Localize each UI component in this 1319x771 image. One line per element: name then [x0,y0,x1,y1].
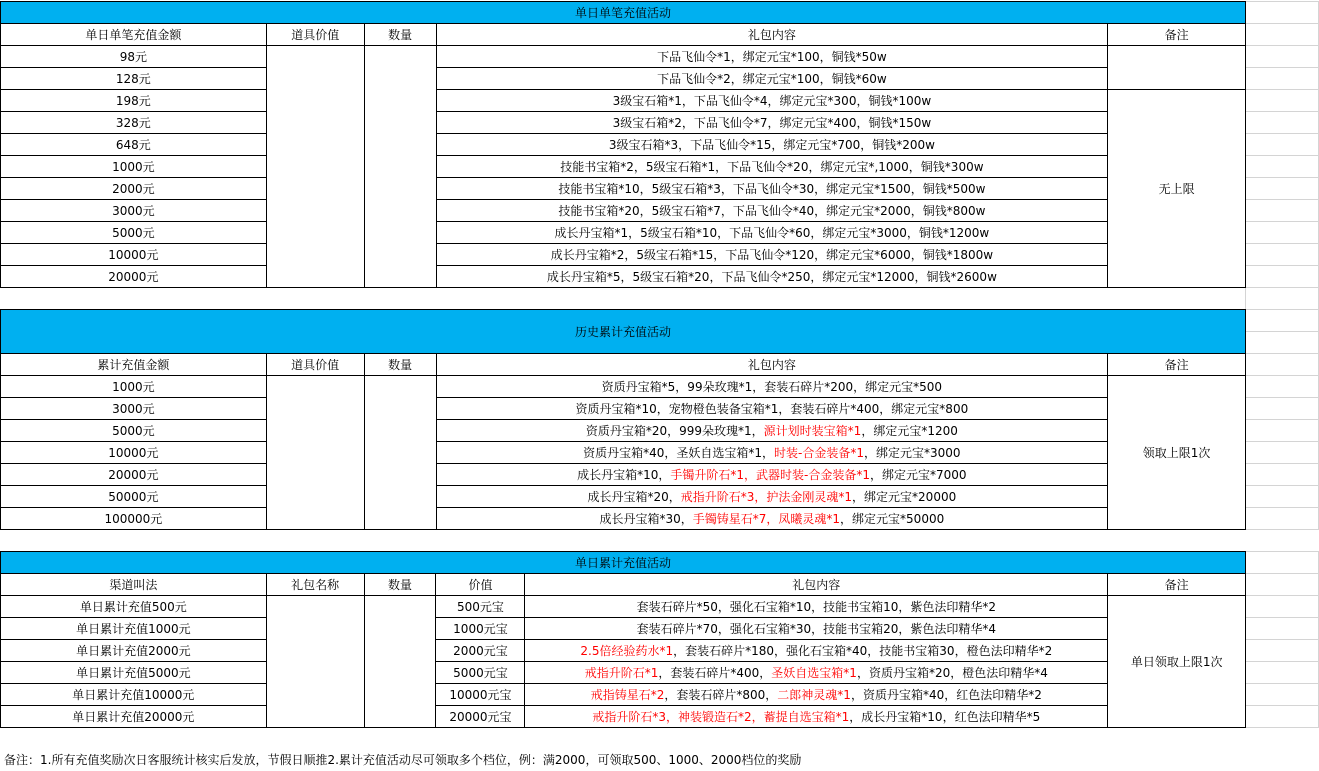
column-header: 备注 [1108,574,1246,596]
amount-cell: 3000元 [1,200,267,222]
gift-segment: ，绑定元宝*20000 [852,489,957,504]
gift-segment: 套装石碎片*50，强化石宝箱*10，技能书宝箱10，紫色法印精华*2 [636,599,997,614]
gift-content-cell [525,662,1108,684]
gift-content-cell [436,486,1108,508]
gift-segment: 资质丹宝箱*10，宠物橙色装备宝箱*1，套装石碎片*400，绑定元宝*800 [575,401,969,416]
gift-segment: 资质丹宝箱*5，99朵玫瑰*1，套装石碎片*200，绑定元宝*500 [601,379,943,394]
table-row [1,596,1319,618]
column-header: 累计充值金额 [1,354,267,376]
gift-content-cell [525,640,1108,662]
value-cell: 2000元宝 [436,640,525,662]
gift-content-cell [436,376,1108,398]
remark-cell: 单日领取上限1次 [1108,596,1246,728]
gift-segment: ，绑定元宝*1200 [861,423,958,438]
gift-segment: ，绑定元宝*50000 [840,511,945,526]
column-header: 备注 [1108,24,1246,46]
gift-segment: 时装-合金装备*1 [774,445,865,460]
gift-content-cell: 成长丹宝箱*1，5级宝石箱*10，下品飞仙令*60，绑定元宝*3000，铜钱*1200w [436,222,1108,244]
table-title: 单日单笔充值活动 [1,2,1246,24]
column-header: 礼包内容 [436,354,1108,376]
value-cell: 10000元宝 [436,684,525,706]
gift-content-cell: 技能书宝箱*10，5级宝石箱*3，下品飞仙令*30，绑定元宝*1500，铜钱*500w [436,178,1108,200]
value-cell: 20000元宝 [436,706,525,728]
single-recharge-table [0,1,1319,310]
amount-cell: 198元 [1,90,267,112]
gift-content-cell: 下品飞仙令*1，绑定元宝*100，铜钱*50w [436,46,1108,68]
gift-segment: 资质丹宝箱*40，圣妖自选宝箱*1， [583,445,775,460]
column-header: 数量 [364,354,436,376]
gift-content-cell: 3级宝石箱*3，下品飞仙令*15，绑定元宝*700，铜钱*200w [436,134,1108,156]
remark-cell: 无上限 [1108,90,1246,288]
gift-segment: 戒指升阶石*3，神装锻造石*2，蓄提自选宝箱*1 [592,709,850,724]
gift-segment: 二郎神灵魂*1 [777,687,851,702]
amount-cell: 328元 [1,112,267,134]
quantity-cell [364,376,436,530]
gift-segment: 圣妖自选宝箱*1 [771,665,857,680]
table-row [1,376,1319,398]
column-header: 礼包内容 [436,24,1108,46]
gift-segment: 戒指升阶石*1 [584,665,659,680]
amount-cell: 3000元 [1,398,267,420]
channel-cell: 单日累计充值1000元 [1,618,267,640]
gift-segment: ，绑定元宝*3000 [864,445,961,460]
gift-content-cell: 技能书宝箱*2，5级宝石箱*1，下品飞仙令*20，绑定元宝*,1000，铜钱*300w [436,156,1108,178]
item-value-cell [266,46,364,288]
gift-content-cell [436,508,1108,530]
amount-cell: 98元 [1,46,267,68]
gift-segment: ，成长丹宝箱*10，红色法印精华*5 [849,709,1041,724]
column-header: 礼包内容 [525,574,1108,596]
gift-segment: 资质丹宝箱*20，999朵玫瑰*1， [585,423,764,438]
amount-cell: 128元 [1,68,267,90]
amount-cell: 10000元 [1,244,267,266]
amount-cell: 5000元 [1,420,267,442]
gift-segment: ，资质丹宝箱*20，橙色法印精华*4 [856,665,1048,680]
channel-cell: 单日累计充值10000元 [1,684,267,706]
column-header: 单日单笔充值金额 [1,24,267,46]
item-value-cell [266,376,364,530]
quantity-cell [364,596,436,728]
table-title: 单日累计充值活动 [1,552,1246,574]
daily-cumulative-table [0,551,1319,728]
amount-cell: 1000元 [1,156,267,178]
column-header: 价值 [436,574,525,596]
channel-cell: 单日累计充值500元 [1,596,267,618]
gift-content-cell [525,706,1108,728]
table-row [1,46,1319,68]
column-header: 道具价值 [266,354,364,376]
package-name-cell [266,596,364,728]
channel-cell: 单日累计充值5000元 [1,662,267,684]
gift-segment: 2.5倍经验药水*1 [580,643,674,658]
gift-segment: 戒指铸星石*2 [590,687,665,702]
channel-cell: 单日累计充值2000元 [1,640,267,662]
gift-content-cell [436,464,1108,486]
gift-content-cell [436,442,1108,464]
gift-segment: 套装石碎片*70，强化石宝箱*30，技能书宝箱20，紫色法印精华*4 [636,621,997,636]
amount-cell: 1000元 [1,376,267,398]
amount-cell: 20000元 [1,464,267,486]
gift-segment: ，套装石碎片*400， [658,665,772,680]
gift-segment: 成长丹宝箱*10， [577,467,671,482]
gift-segment: 戒指升阶石*3，护法金刚灵魂*1 [680,489,853,504]
gift-segment: ，绑定元宝*7000 [870,467,967,482]
gift-content-cell [525,684,1108,706]
gift-content-cell [436,420,1108,442]
gift-content-cell [525,618,1108,640]
amount-cell: 100000元 [1,508,267,530]
gift-content-cell: 3级宝石箱*1，下品飞仙令*4，绑定元宝*300，铜钱*100w [436,90,1108,112]
spacer-row [1,288,1319,310]
gift-content-cell [436,398,1108,420]
channel-cell: 单日累计充值20000元 [1,706,267,728]
gift-content-cell: 成长丹宝箱*2，5级宝石箱*15，下品飞仙令*120，绑定元宝*6000，铜钱*1800w [436,244,1108,266]
amount-cell: 648元 [1,134,267,156]
gift-content-cell: 技能书宝箱*20，5级宝石箱*7，下品飞仙令*40，绑定元宝*2000，铜钱*800w [436,200,1108,222]
amount-cell: 5000元 [1,222,267,244]
quantity-cell [364,46,436,288]
value-cell: 5000元宝 [436,662,525,684]
gift-content-cell [525,596,1108,618]
remark-cell: 领取上限1次 [1108,376,1246,530]
table-row [1,90,1319,112]
gift-segment: 手镯升阶石*1，武器时装-合金装备*1 [670,467,871,482]
column-header: 数量 [364,24,436,46]
column-header: 道具价值 [266,24,364,46]
column-header: 数量 [364,574,436,596]
remark-cell [1108,46,1246,90]
amount-cell: 50000元 [1,486,267,508]
column-header: 礼包名称 [266,574,364,596]
table-title: 历史累计充值活动 [1,310,1246,354]
gift-segment: ，资质丹宝箱*40，红色法印精华*2 [850,687,1042,702]
column-header: 渠道叫法 [1,574,267,596]
gift-segment: ，套装石碎片*800， [664,687,778,702]
cumulative-recharge-table [0,309,1319,530]
gift-content-cell: 3级宝石箱*2，下品飞仙令*7，绑定元宝*400，铜钱*150w [436,112,1108,134]
gift-segment: 成长丹宝箱*20， [587,489,681,504]
amount-cell: 20000元 [1,266,267,288]
value-cell: 500元宝 [436,596,525,618]
amount-cell: 2000元 [1,178,267,200]
gift-content-cell: 成长丹宝箱*5，5级宝石箱*20，下品飞仙令*250，绑定元宝*12000，铜钱*2600w [436,266,1108,288]
gift-segment: ，套装石碎片*180，强化石宝箱*40，技能书宝箱30，橙色法印精华*2 [673,643,1053,658]
gift-segment: 源计划时装宝箱*1 [763,423,862,438]
gift-content-cell: 下品飞仙令*2，绑定元宝*100，铜钱*60w [436,68,1108,90]
amount-cell: 10000元 [1,442,267,464]
gift-segment: 成长丹宝箱*30， [599,511,693,526]
column-header: 备注 [1108,354,1246,376]
gift-segment: 手镯铸星石*7，凤曦灵魂*1 [692,511,841,526]
value-cell: 1000元宝 [436,618,525,640]
footer-note: 备注：1.所有充值奖励次日客服统计核实后发放，节假日顺推2.累计充值活动尽可领取多个档位，例：满2000，可领取500、1000、2000档位的奖励 [4,753,802,767]
